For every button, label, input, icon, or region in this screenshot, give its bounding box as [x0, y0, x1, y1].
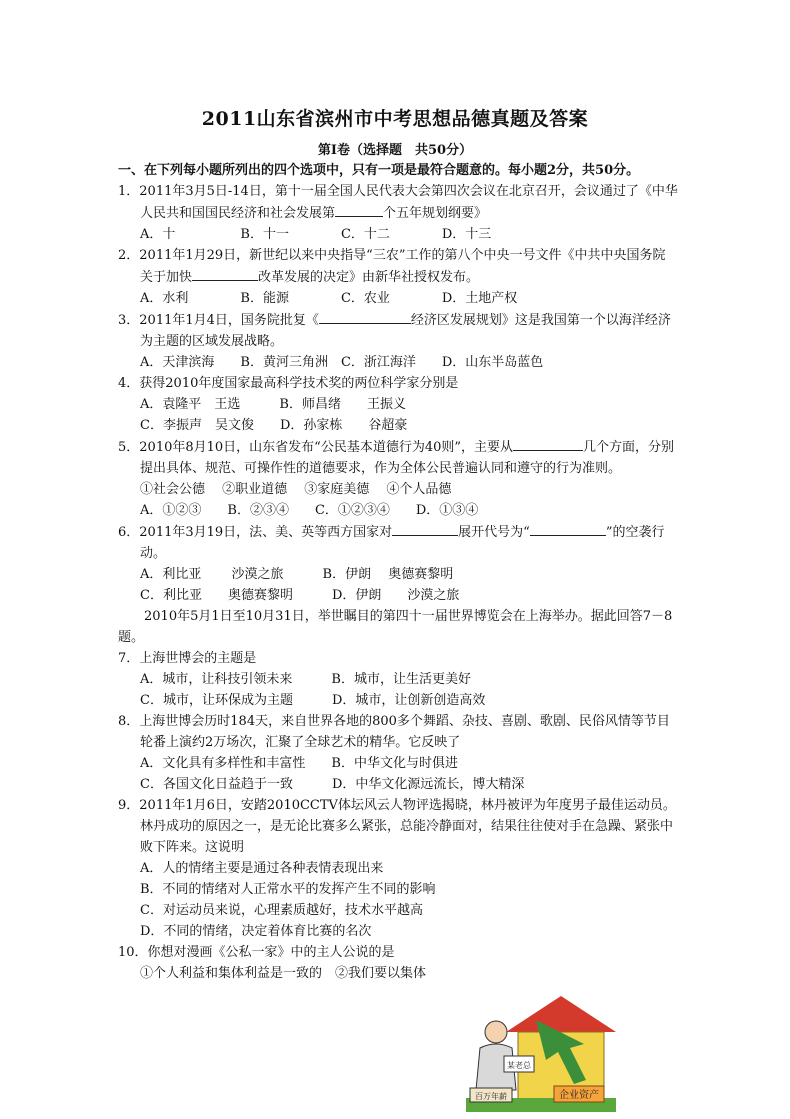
question-7	[118, 648, 678, 711]
exam-content	[118, 160, 678, 984]
question-stem: 3．2011年1月4日，国务院批复《	[118, 313, 319, 328]
option-line: C．李振声 吴文俊 D．孙家栋 谷超豪	[140, 418, 408, 433]
question-stem: 展开代号为“	[458, 525, 530, 540]
page-title: 2011山东省滨州市中考思想品德真题及答案	[201, 108, 589, 130]
answer-blank	[319, 309, 411, 324]
question-2	[118, 245, 678, 309]
question-4	[118, 373, 678, 436]
question-stem: 个五年规划纲要》	[383, 206, 488, 221]
section-subtitle: 第Ⅰ卷（选择题 共50分）	[317, 143, 473, 158]
person-head	[485, 1021, 507, 1043]
question-5	[118, 436, 678, 521]
question-stem: 7．上海世博会的主题是	[118, 651, 257, 666]
question-stem: 9．2011年1月6日，安踏2010CCTV体坛风云人物评选揭晓，林丹被评为年度男子最佳运动员。林丹成功的原因之一，是无论比赛多么紧张，总能冷静面对，结果往往使对手在急躁、紧张中败下阵来。这说明	[118, 798, 676, 855]
question-stem: 4．获得2010年度国家最高科学技术奖的两位科学家分别是	[118, 376, 459, 391]
question-stem: 1．2011年3月5日-14日，第十一届全国人民代表大会第四次会议在北京召开，会议通过了《中华人民共和国国民经济和社会发展第	[118, 184, 678, 221]
question-8	[118, 711, 678, 795]
question-3	[118, 309, 678, 373]
option-line: A．①②③ B．②③④ C．①②③④ D．①③④	[140, 503, 479, 518]
option-line: C．对运动员来说，心理素质越好，技术水平越高	[140, 903, 423, 918]
question-stem: 几个方面，分别提出具体、规范、可操作性的道德要求，作为全体公民普遍认同和遵守的行为准则。	[140, 440, 675, 476]
option-line: C．城市，让环保成为主题 D．城市，让创新创造高效	[140, 693, 486, 708]
question-stem: 6．2011年3月19日，法、美、英等西方国家对	[118, 525, 393, 540]
option-line: ①社会公德 ②职业道德 ③家庭美德 ④个人品德	[140, 482, 452, 497]
option-line: C．各国文化日益趋于一致 D．中华文化源远流长，博大精深	[140, 777, 525, 792]
answer-blank	[513, 436, 583, 451]
answer-blank	[530, 521, 606, 536]
option-line: A．人的情绪主要是通过各种表情表现出来	[140, 861, 384, 876]
option-line: A．十 B．十一 C．十二 D．十三	[140, 227, 492, 242]
question-stem: 10．你想对漫画《公私一家》中的主人公说的是	[118, 945, 395, 960]
option-line: A．文化具有多样性和丰富性 B．中华文化与时俱进	[140, 756, 458, 771]
question-stem: 2．2011年1月29日，新世纪以来中央指导“三农”工作的第八个中央一号文件《中共中央国务院关于加快	[118, 248, 666, 285]
context-paragraph: 2010年5月1日至10月31日，举世瞩目的第四十一届世界博览会在上海举办。据此回答7－8题。	[118, 609, 673, 645]
option-line: D．不同的情绪，决定着体育比赛的名次	[140, 924, 372, 939]
option-line: C．利比亚 奥德赛黎明 D．伊朗 沙漠之旅	[140, 588, 460, 603]
name-tag-label: 某老总	[507, 1061, 531, 1070]
question-stem: 8．上海世博会历时184天，来自世界各地的800多个舞蹈、杂技、喜剧、歌剧、民俗风情等节目轮番上演约2万场次，汇聚了全球艺术的精华。它反映了	[118, 714, 670, 750]
question-10	[118, 942, 678, 984]
question-1	[118, 181, 678, 245]
question-6	[118, 521, 678, 606]
option-line: A．利比亚 沙漠之旅 B．伊朗 奥德赛黎明	[140, 567, 454, 582]
cartoon-illustration	[466, 990, 616, 1112]
question-stem: 改革发展的决定》由新华社授权发布。	[258, 270, 480, 285]
sign-label: 企业资产	[559, 1090, 599, 1101]
question-stem: ”的空袭行动。	[140, 525, 665, 561]
section-instruction: 一、在下列每小题所列出的四个选项中，只有一项是最符合题意的。每小题2分，共50分。	[118, 163, 640, 178]
question-9	[118, 795, 678, 942]
question-stem: 经济区发展规划》这是我国第一个以海洋经济为主题的区域发展战略。	[140, 313, 671, 349]
answer-blank	[392, 521, 458, 536]
salary-label: 百万年薪	[475, 1092, 507, 1101]
option-line: B．不同的情绪对人正常水平的发挥产生不同的影响	[140, 882, 436, 897]
question-stem: 5．2010年8月10日，山东省发布“公民基本道德行为40则”，主要从	[118, 440, 514, 455]
option-line: A．袁隆平 王选 B．师昌绪 王振义	[140, 397, 406, 412]
option-line: A．水利 B．能源 C．农业 D．土地产权	[140, 291, 518, 306]
answer-blank	[335, 202, 383, 217]
option-line: A．天津滨海 B．黄河三角洲 C．浙江海洋 D．山东半岛蓝色	[140, 355, 544, 370]
option-line: ①个人利益和集体利益是一致的 ②我们要以集体	[140, 966, 427, 981]
option-line: A．城市，让科技引领未来 B．城市，让生活更美好	[140, 672, 471, 687]
answer-blank	[192, 266, 258, 281]
